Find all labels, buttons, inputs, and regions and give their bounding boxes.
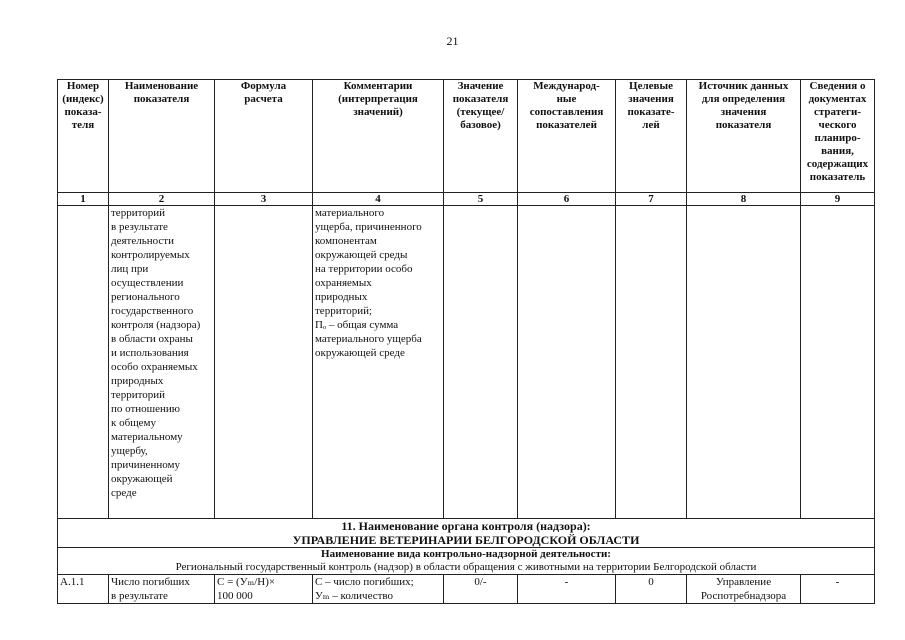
- column-number: 7: [616, 193, 687, 206]
- column-number: 2: [109, 193, 215, 206]
- control-kind-label: Наименование вида контрольно-надзорной деятельности:: [321, 548, 611, 560]
- column-number-row: [58, 193, 875, 206]
- column-number: 8: [687, 193, 801, 206]
- control-kind-value: Региональный государственный контроль (надзор) в области обращения с животными на территории Белгородской области: [175, 561, 757, 573]
- section-number-title: 11. Наименование органа контроля (надзора):: [341, 519, 591, 533]
- row-target: 0: [616, 575, 687, 604]
- continuation-comment: материального ущерба, причиненного компонентам окружающей среды на территории особо охраняемых природных территорий; Пₒ – общая сумма материального ущерба окружающей среде: [313, 206, 444, 519]
- header-target: Целевые значения показате- лей: [616, 80, 687, 193]
- continuation-target-cell: [616, 206, 687, 519]
- table-header-row: [58, 80, 875, 193]
- row-value: 0/-: [444, 575, 518, 604]
- control-kind: [58, 548, 875, 575]
- header-formula: Формула расчета: [215, 80, 313, 193]
- indicators-table: [57, 79, 875, 604]
- continuation-index-cell: [58, 206, 109, 519]
- header-comment: Комментарии (интерпретация значений): [313, 80, 444, 193]
- section-heading: [58, 519, 875, 548]
- continuation-row: [58, 206, 875, 519]
- section-heading-row: [58, 519, 875, 548]
- header-index: Номер (индекс) показа- теля: [58, 80, 109, 193]
- table-row: [58, 575, 875, 604]
- column-number: 3: [215, 193, 313, 206]
- column-number: 6: [518, 193, 616, 206]
- header-international: Международ- ные сопоставления показателей: [518, 80, 616, 193]
- row-comment: С – число погибших; Уₘ – количество: [313, 575, 444, 604]
- continuation-international-cell: [518, 206, 616, 519]
- continuation-documents-cell: [801, 206, 875, 519]
- continuation-value-cell: [444, 206, 518, 519]
- continuation-source-cell: [687, 206, 801, 519]
- continuation-formula-cell: [215, 206, 313, 519]
- header-source: Источник данных для определения значения показателя: [687, 80, 801, 193]
- row-formula: С = (Уₘ/Н)× 100 000: [215, 575, 313, 604]
- row-indicator-name: Число погибших в результате: [109, 575, 215, 604]
- section-org-name: УПРАВЛЕНИЕ ВЕТЕРИНАРИИ БЕЛГОРОДСКОЙ ОБЛАСТИ: [292, 533, 640, 547]
- row-documents: -: [801, 575, 875, 604]
- row-index: А.1.1: [58, 575, 109, 604]
- header-name: Наименование показателя: [109, 80, 215, 193]
- control-kind-row: [58, 548, 875, 575]
- column-number: 4: [313, 193, 444, 206]
- continuation-indicator-name: территорий в результате деятельности контролируемых лиц при осуществлении регионального государственного контроля (надзора) в области охраны и использования особо охраняемых природных территорий по отношению к общему материальному ущербу, причиненному окружающей среде: [109, 206, 215, 519]
- page-number: 21: [446, 34, 459, 48]
- row-international: -: [518, 575, 616, 604]
- header-documents: Сведения о документах стратеги- ческого планиро- вания, содержащих показатель: [801, 80, 875, 193]
- row-source: Управление Роспотребнадзора: [687, 575, 801, 604]
- header-value: Значение показателя (текущее/ базовое): [444, 80, 518, 193]
- column-number: 1: [58, 193, 109, 206]
- column-number: 5: [444, 193, 518, 206]
- column-number: 9: [801, 193, 875, 206]
